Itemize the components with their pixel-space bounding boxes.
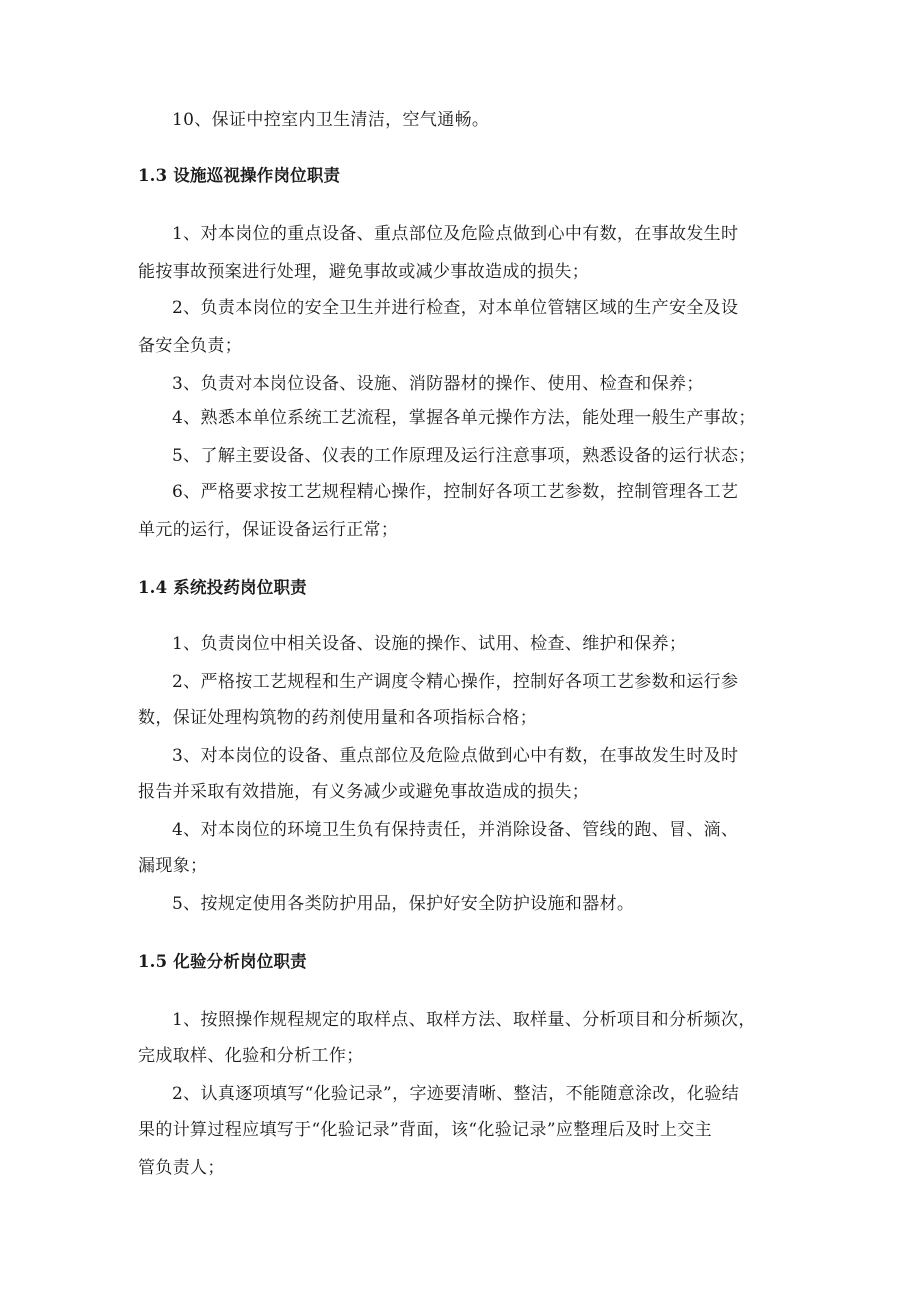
section-1-3-line: 4、熟悉本单位系统工艺流程，掌握各单元操作方法，能处理一般生产事故； bbox=[172, 408, 756, 428]
section-1-3-line: 1、对本岗位的重点设备、重点部位及危险点做到心中有数，在事故发生时 bbox=[172, 224, 739, 244]
section-1-3-line: 备安全负责； bbox=[138, 336, 243, 356]
section-1-4-line: 报告并采取有效措施，有义务减少或避免事故造成的损失； bbox=[138, 782, 590, 802]
intro-item-10: 10、保证中控室内卫生清洁，空气通畅。 bbox=[172, 110, 490, 130]
section-1-3-line: 2、负责本岗位的安全卫生并进行检查，对本单位管辖区域的生产安全及设 bbox=[172, 298, 739, 318]
section-1-5-line: 果的计算过程应填写于“化验记录”背面，该“化验记录”应整理后及时上交主 bbox=[138, 1120, 713, 1140]
section-1-3-line: 能按事故预案进行处理，避免事故或减少事故造成的损失； bbox=[138, 262, 590, 282]
section-1-4-line: 漏现象； bbox=[138, 856, 208, 876]
section-1-5-line: 1、按照操作规程规定的取样点、取样方法、取样量、分析项目和分析频次， bbox=[172, 1010, 756, 1030]
section-heading-1-4: 1.4 系统投药岗位职责 bbox=[138, 578, 307, 597]
section-1-5-line: 2、认真逐项填写“化验记录”，字迹要清晰、整洁，不能随意涂改，化验结 bbox=[172, 1084, 740, 1104]
section-1-4-line: 5、按规定使用各类防护用品，保护好安全防护设施和器材。 bbox=[172, 894, 635, 914]
section-1-4-line: 4、对本岗位的环境卫生负有保持责任，并消除设备、管线的跑、冒、滴、 bbox=[172, 820, 739, 840]
section-1-4-line: 2、严格按工艺规程和生产调度令精心操作，控制好各项工艺参数和运行参 bbox=[172, 672, 739, 692]
section-1-5-line: 管负责人； bbox=[138, 1158, 225, 1178]
section-1-3-line: 3、负责对本岗位设备、设施、消防器材的操作、使用、检查和保养； bbox=[172, 374, 704, 394]
section-1-4-line: 1、负责岗位中相关设备、设施的操作、试用、检查、维护和保养； bbox=[172, 634, 687, 654]
section-heading-1-5: 1.5 化验分析岗位职责 bbox=[138, 952, 307, 971]
section-1-3-line: 单元的运行，保证设备运行正常； bbox=[138, 520, 399, 540]
section-1-4-line: 3、对本岗位的设备、重点部位及危险点做到心中有数，在事故发生时及时 bbox=[172, 746, 739, 766]
section-1-3-line: 5、了解主要设备、仪表的工作原理及运行注意事项，熟悉设备的运行状态； bbox=[172, 446, 756, 466]
section-1-5-line: 完成取样、化验和分析工作； bbox=[138, 1046, 364, 1066]
section-heading-1-3: 1.3 设施巡视操作岗位职责 bbox=[138, 166, 341, 185]
section-1-3-line: 6、严格要求按工艺规程精心操作，控制好各项工艺参数，控制管理各工艺 bbox=[172, 482, 739, 502]
section-1-4-line: 数，保证处理构筑物的药剂使用量和各项指标合格； bbox=[138, 708, 538, 728]
